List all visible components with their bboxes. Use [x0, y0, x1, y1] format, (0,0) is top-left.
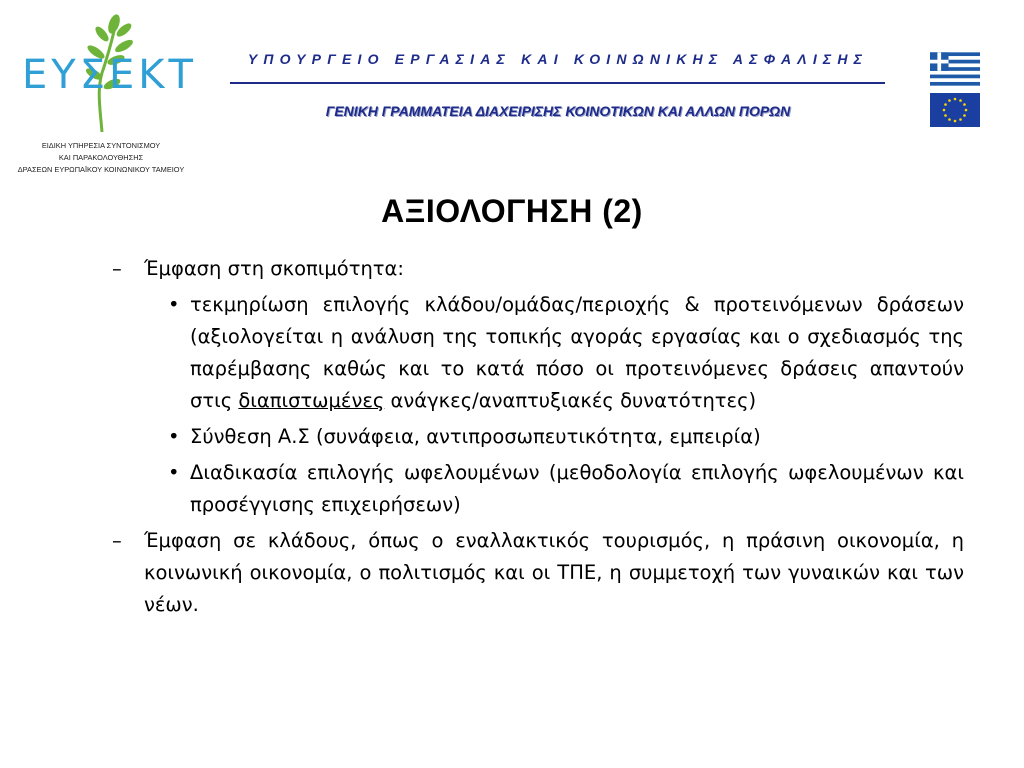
bullet-item [112, 289, 964, 417]
bullet-text: τεκμηρίωση επιλογής κλάδου/ομάδας/περιοχής & προτεινόμενων δράσεων (αξιολογείται η ανάλυση της τοπικής αγοράς εργασίας και ο σχεδιασμός της παρέμβασης καθώς και το κατά πόσο οι προτεινόμενες δράσεις απαντούν στις [190, 293, 964, 412]
bullet-list [112, 289, 964, 521]
dash-item-text: Έμφαση στη σκοπιμότητα: [144, 257, 404, 280]
logo-subtitle-line: ΚΑΙ ΠΑΡΑΚΟΛΟΥΘΗΣΗΣ [58, 153, 144, 162]
dash-marker: – [112, 257, 122, 280]
bullet-marker: • [168, 293, 180, 316]
dash-item [112, 253, 964, 285]
logo-subtitle-line: ΔΡΑΣΕΩΝ ΕΥΡΩΠΑΪΚΟΥ ΚΟΙΝΩΝΙΚΟΥ ΤΑΜΕΙΟΥ [17, 165, 185, 174]
header-divider [230, 82, 885, 84]
bullet-marker: • [168, 461, 180, 484]
bullet-marker: • [168, 425, 180, 448]
dash-item-text: Έμφαση σε κλάδους, όπως ο εναλλακτικός τουρισμός, η πράσινη οικονομία, η κοινωνική οικονομία, ο πολιτισμός και οι ΤΠΕ, η συμμετοχή των γυναικών και των νέων. [144, 529, 964, 616]
slide-content [112, 253, 964, 621]
bullet-text: Σύνθεση Α.Σ (συνάφεια, αντιπροσωπευτικότητα, εμπειρία) [190, 425, 761, 448]
slide-title: ΑΞΙΟΛΟΓΗΣΗ (2) [381, 193, 643, 229]
secretariat-heading: ΓΕΝΙΚΗ ΓΡΑΜΜΑΤΕΙΑ ΔΙΑΧΕΙΡΙΣΗΣ ΚΟΙΝΟΤΙΚΩΝ ΚΑΙ ΑΛΛΩΝ ΠΟΡΩΝ [325, 103, 791, 119]
esfekt-logo [16, 12, 197, 182]
greek-flag-icon [930, 52, 980, 86]
logo-wordmark [22, 52, 197, 98]
underlined-word: διαπιστωμένες [238, 389, 385, 412]
dash-item [112, 525, 964, 621]
ministry-heading: ΥΠΟΥΡΓΕΙΟ ΕΡΓΑΣΙΑΣ ΚΑΙ ΚΟΙΝΩΝΙΚΗΣ ΑΣΦΑΛΙΣΗΣ [247, 51, 869, 67]
bullet-text-end: ανάγκες/αναπτυξιακές δυνατότητες) [384, 389, 757, 412]
logo-wordmark-text: ΕΥΣΕΚΤ [22, 52, 197, 98]
dash-marker: – [112, 529, 122, 552]
bullet-text: Διαδικασία επιλογής ωφελουμένων (μεθοδολογία επιλογής ωφελουμένων και προσέγγισης επιχειρήσεων) [190, 461, 964, 516]
eu-flag-icon [930, 93, 980, 127]
bullet-item [112, 421, 964, 453]
bullet-item [112, 457, 964, 521]
logo-subtitle-line: ΕΙΔΙΚΗ ΥΠΗΡΕΣΙΑ ΣΥΝΤΟΝΙΣΜΟΥ [41, 141, 161, 150]
logo-subtitle [16, 140, 186, 176]
